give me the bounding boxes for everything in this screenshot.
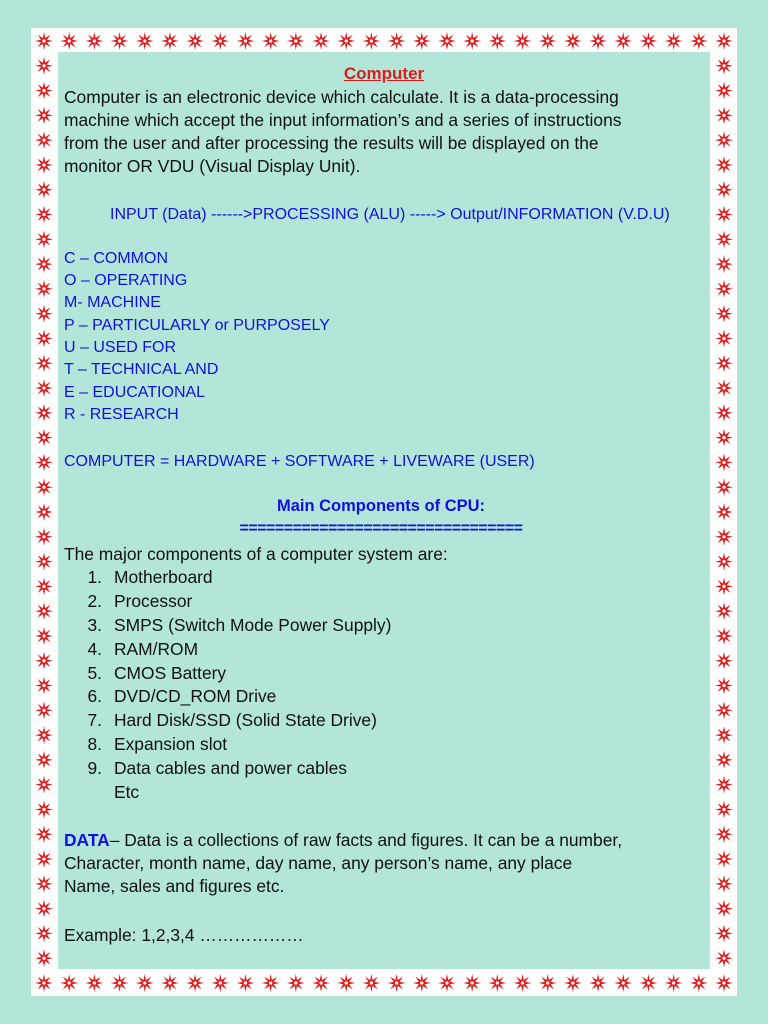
list-item	[68, 591, 192, 612]
star-ornament	[715, 701, 733, 719]
intro-line: monitor OR VDU (Visual Display Unit).	[64, 156, 361, 176]
data-label: DATA	[64, 830, 110, 850]
intro-line: Computer is an electronic device which calculate. It is a data-processing	[64, 87, 619, 107]
star-ornament	[35, 478, 53, 496]
star-ornament	[337, 32, 355, 50]
star-ornament	[85, 32, 103, 50]
star-ornament	[715, 652, 733, 670]
star-ornament	[35, 652, 53, 670]
computer-equation: COMPUTER = HARDWARE + SOFTWARE + LIVEWARE (USER)	[64, 453, 535, 470]
acronym-line: T – TECHNICAL AND	[64, 361, 219, 378]
star-ornament	[35, 701, 53, 719]
intro-line: from the user and after processing the results will be displayed on the	[64, 133, 599, 153]
star-ornament	[35, 329, 53, 347]
document-body	[58, 52, 710, 969]
star-ornament	[614, 32, 632, 50]
star-ornament	[715, 503, 733, 521]
star-ornament	[715, 776, 733, 794]
list-number: 3.	[87, 615, 102, 635]
star-ornament	[211, 974, 229, 992]
star-ornament	[85, 974, 103, 992]
star-ornament	[287, 974, 305, 992]
star-ornament	[715, 677, 733, 695]
star-ornament	[715, 206, 733, 224]
star-ornament	[35, 453, 53, 471]
star-ornament	[715, 924, 733, 942]
star-ornament	[35, 305, 53, 323]
star-ornament	[715, 974, 733, 992]
example-line: Example: 1,2,3,4 ………………	[64, 925, 304, 945]
star-ornament	[715, 181, 733, 199]
acronym-line: P – PARTICULARLY or PURPOSELY	[64, 317, 330, 334]
star-ornament	[35, 429, 53, 447]
star-ornament	[35, 751, 53, 769]
star-ornament	[665, 32, 683, 50]
list-text: CMOS Battery	[114, 663, 227, 683]
star-ornament	[35, 875, 53, 893]
star-ornament	[715, 32, 733, 50]
star-ornament	[388, 32, 406, 50]
intro-line: machine which accept the input information’s and a series of instructions	[64, 110, 622, 130]
star-ornament	[589, 32, 607, 50]
acronym-line: E – EDUCATIONAL	[64, 384, 206, 401]
star-ornament	[35, 57, 53, 75]
list-text: Hard Disk/SSD (Solid State Drive)	[114, 710, 377, 730]
star-ornament	[715, 156, 733, 174]
list-item	[68, 686, 276, 707]
star-ornament	[35, 900, 53, 918]
star-ornament	[715, 404, 733, 422]
star-ornament	[715, 354, 733, 372]
star-ornament	[715, 602, 733, 620]
list-item	[68, 663, 226, 684]
list-number: 6.	[87, 686, 102, 706]
star-ornament	[337, 974, 355, 992]
acronym-line: M- MACHINE	[64, 294, 161, 311]
star-ornament	[35, 528, 53, 546]
star-ornament	[715, 305, 733, 323]
star-ornament	[715, 329, 733, 347]
star-ornament	[715, 528, 733, 546]
star-ornament	[715, 429, 733, 447]
star-ornament	[715, 106, 733, 124]
star-ornament	[60, 32, 78, 50]
star-ornament	[413, 974, 431, 992]
star-ornament	[35, 677, 53, 695]
star-ornament	[35, 577, 53, 595]
star-ornament	[60, 974, 78, 992]
star-ornament	[715, 850, 733, 868]
star-ornament	[715, 627, 733, 645]
star-ornament	[35, 354, 53, 372]
star-ornament	[35, 949, 53, 967]
acronym-line: R - RESEARCH	[64, 406, 179, 423]
flow-line: INPUT (Data) ------>PROCESSING (ALU) -----> Output/INFORMATION (V.D.U)	[110, 206, 670, 223]
star-ornament	[362, 32, 380, 50]
star-ornament	[35, 850, 53, 868]
star-ornament	[35, 974, 53, 992]
star-ornament	[564, 32, 582, 50]
list-number: 1.	[87, 567, 102, 587]
list-item	[68, 615, 391, 636]
star-ornament	[715, 900, 733, 918]
star-ornament	[161, 32, 179, 50]
star-ornament	[35, 800, 53, 818]
star-ornament	[715, 255, 733, 273]
star-ornament	[715, 875, 733, 893]
components-intro: The major components of a computer system are:	[64, 544, 448, 564]
star-ornament	[514, 974, 532, 992]
list-item	[68, 567, 213, 588]
list-text: Processor	[114, 591, 193, 611]
star-ornament	[35, 181, 53, 199]
star-ornament	[35, 230, 53, 248]
star-ornament	[35, 627, 53, 645]
star-ornament	[639, 974, 657, 992]
star-ornament	[715, 280, 733, 298]
section-rule: ================================	[239, 520, 523, 537]
star-ornament	[262, 974, 280, 992]
list-number: 8.	[87, 734, 102, 754]
star-ornament	[236, 32, 254, 50]
star-ornament	[262, 32, 280, 50]
star-ornament	[715, 800, 733, 818]
star-ornament	[438, 974, 456, 992]
star-ornament	[589, 974, 607, 992]
star-ornament	[111, 974, 129, 992]
star-ornament	[715, 478, 733, 496]
star-ornament	[35, 726, 53, 744]
list-item	[68, 734, 227, 755]
star-ornament	[186, 32, 204, 50]
star-ornament	[715, 57, 733, 75]
star-ornament	[312, 974, 330, 992]
star-ornament	[312, 32, 330, 50]
list-number: 7.	[87, 710, 102, 730]
star-ornament	[715, 453, 733, 471]
star-ornament	[161, 974, 179, 992]
star-ornament	[362, 974, 380, 992]
star-ornament	[287, 32, 305, 50]
list-number: 4.	[87, 639, 102, 659]
star-ornament	[715, 379, 733, 397]
list-item	[68, 758, 347, 779]
star-ornament	[136, 32, 154, 50]
list-number: 2.	[87, 591, 102, 611]
star-ornament	[488, 974, 506, 992]
star-ornament	[665, 974, 683, 992]
data-line: Name, sales and figures etc.	[64, 876, 285, 896]
list-number: 5.	[87, 663, 102, 683]
list-number: 9.	[87, 758, 102, 778]
list-text: Motherboard	[114, 567, 213, 587]
star-ornament	[514, 32, 532, 50]
list-text: Data cables and power cables	[114, 758, 347, 778]
star-ornament	[715, 949, 733, 967]
list-text: Expansion slot	[114, 734, 228, 754]
list-text: SMPS (Switch Mode Power Supply)	[114, 615, 392, 635]
star-ornament	[35, 776, 53, 794]
star-ornament	[388, 974, 406, 992]
star-ornament	[35, 924, 53, 942]
star-ornament	[35, 255, 53, 273]
star-ornament	[35, 503, 53, 521]
acronym-line: O – OPERATING	[64, 272, 188, 289]
star-ornament	[639, 32, 657, 50]
star-ornament	[136, 974, 154, 992]
star-ornament	[715, 726, 733, 744]
star-ornament	[488, 32, 506, 50]
star-ornament	[35, 379, 53, 397]
star-ornament	[564, 974, 582, 992]
star-ornament	[715, 751, 733, 769]
star-ornament	[211, 32, 229, 50]
star-ornament	[35, 404, 53, 422]
star-ornament	[35, 280, 53, 298]
star-ornament	[35, 106, 53, 124]
star-ornament	[715, 230, 733, 248]
star-ornament	[715, 825, 733, 843]
star-ornament	[35, 206, 53, 224]
star-ornament	[35, 825, 53, 843]
list-text: RAM/ROM	[114, 639, 199, 659]
list-text: DVD/CD_ROM Drive	[114, 686, 277, 706]
star-ornament	[715, 577, 733, 595]
acronym-line: C – COMMON	[64, 250, 168, 267]
document-title: Computer	[343, 64, 425, 83]
star-ornament	[35, 32, 53, 50]
star-ornament	[236, 974, 254, 992]
star-ornament	[690, 974, 708, 992]
star-ornament	[463, 32, 481, 50]
star-ornament	[413, 32, 431, 50]
star-ornament	[35, 156, 53, 174]
star-ornament	[35, 82, 53, 100]
star-ornament	[539, 974, 557, 992]
star-ornament	[111, 32, 129, 50]
data-definition	[64, 829, 622, 852]
data-line: Character, month name, day name, any person’s name, any place	[64, 853, 573, 873]
data-line: – Data is a collections of raw facts and figures. It can be a number,	[109, 830, 623, 850]
components-etc: Etc	[114, 782, 140, 802]
section-heading: Main Components of CPU:	[276, 497, 486, 515]
star-ornament	[35, 131, 53, 149]
star-ornament	[463, 974, 481, 992]
star-ornament	[690, 32, 708, 50]
list-item	[68, 639, 198, 660]
star-ornament	[186, 974, 204, 992]
star-ornament	[438, 32, 456, 50]
star-ornament	[715, 131, 733, 149]
list-item	[68, 710, 377, 731]
star-ornament	[35, 602, 53, 620]
star-ornament	[539, 32, 557, 50]
star-ornament	[715, 553, 733, 571]
acronym-line: U – USED FOR	[64, 339, 177, 356]
star-ornament	[35, 553, 53, 571]
star-ornament	[614, 974, 632, 992]
star-ornament	[715, 82, 733, 100]
